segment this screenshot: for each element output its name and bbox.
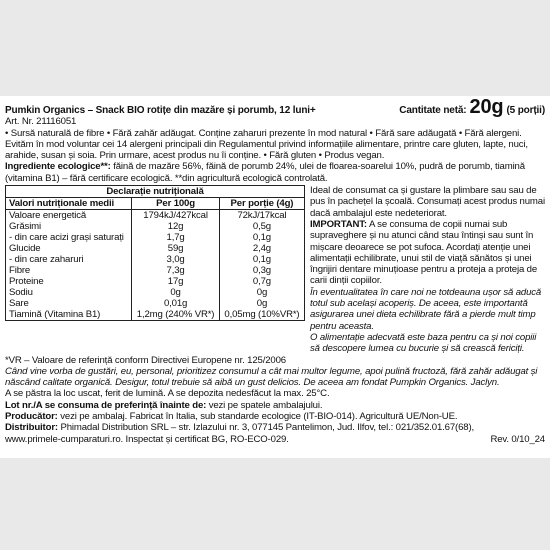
vr-note: *VR – Valoare de referință conform Directivei Europene nr. 125/2006	[5, 354, 286, 366]
per-100g-value: 1,2mg (240% VR*)	[132, 309, 220, 321]
italic-text-1: În eventualitatea în care noi ne totdeauna ușor să aducă totul sub același acoperiș. De aceea, este importantă asigurarea unei dieta echilibrate fără a pierde mult timp pentru aceasta.	[310, 286, 542, 332]
nutrition-rows	[6, 210, 305, 321]
website-text: www.primele-cumparaturi.ro. Inspectat și certificat BG, RO-ECO-029.	[5, 433, 289, 445]
nutrient-name: Sare	[6, 298, 132, 309]
producer-label: Producător:	[5, 411, 58, 423]
claims-line-1: • Sursă naturală de fibre • Fără zahăr adăugat. Conține zaharuri prezente în mod natural • Fără sare adăugată • Fără alergeni.	[5, 127, 522, 139]
net-quantity-value: 20g	[469, 96, 504, 118]
producer-line	[5, 411, 545, 422]
col-name-header: Valori nutriționale medii	[6, 198, 132, 210]
per-100g-value: 0,01g	[132, 298, 220, 309]
nutrient-name: Valoare energetică	[6, 210, 132, 222]
per-portion-value: 0,7g	[219, 276, 304, 287]
nutrition-row	[6, 276, 305, 287]
usage-text: Ideal de consumat ca și gustare la plimbare sau sau de pus în pachețel la școală. Consumați acest produs numai dacă ambalajul este nedeteriorat.	[310, 185, 545, 219]
nutrition-header-row	[6, 198, 305, 210]
nutrient-name: Proteine	[6, 276, 132, 287]
ingredients-text-2: (vitamina B1) – fără certificare ecologică. **din agricultură ecologică controlată.	[5, 172, 328, 184]
per-portion-value: 72kJ/17kcal	[219, 210, 304, 222]
ingredients-label: Ingrediente ecologice**:	[5, 161, 111, 173]
lot-text: vezi pe spatele ambalajului.	[206, 399, 323, 411]
nutrition-table	[5, 185, 305, 321]
per-100g-value: 17g	[132, 276, 220, 287]
important-label: IMPORTANT:	[310, 218, 367, 230]
per-portion-value: 0,5g	[219, 221, 304, 232]
side-text	[305, 185, 545, 354]
nutrition-row	[6, 298, 305, 309]
nutrient-name: - din care acizi grași saturați	[6, 232, 132, 243]
per-100g-value: 0g	[132, 287, 220, 298]
per-portion-value: 2,4g	[219, 243, 304, 254]
middle-section	[5, 185, 545, 354]
nutrient-name: Grăsimi	[6, 221, 132, 232]
nutrient-name: Fibre	[6, 265, 132, 276]
revision-text: Rev. 0/10_24	[490, 433, 545, 445]
nutrition-row	[6, 232, 305, 243]
per-portion-value: 0,1g	[219, 232, 304, 243]
net-quantity-label: Cantitate netă:	[399, 105, 467, 116]
per-portion-value: 0,1g	[219, 254, 304, 265]
per-portion-value: 0,3g	[219, 265, 304, 276]
nutrition-row	[6, 243, 305, 254]
nutrition-row	[6, 210, 305, 222]
per-100g-value: 59g	[132, 243, 220, 254]
article-number: Art. Nr. 21116051	[5, 116, 77, 128]
per-portion-value: 0g	[219, 287, 304, 298]
portions: (5 porții)	[506, 105, 545, 116]
title-row	[5, 98, 545, 116]
ingredients-text-1: făină de mazăre 56%, făină de porumb 24%, ulei de floarea-soarelui 10%, pudră de porumb, tiamină	[110, 161, 525, 173]
nutrition-table-column	[5, 185, 305, 354]
italic-text-2: O alimentație adecvată este baza pentru ca și noi copiii să descopere lumea cu bucurie și să crească fericiți.	[310, 331, 537, 355]
product-label	[0, 96, 550, 458]
website-row	[5, 434, 545, 445]
nutrient-name: Tiamină (Vitamina B1)	[6, 309, 132, 321]
important-body: A se consuma de copii numai sub supraveghere și nu atunci când stau întinși sau sunt în mișcare deoarece se pot sufoca. Acordați atenție unei alimentații echilibrate, unui stil de viață sănătos și unei îngrijiri dentare minuțioase pentru a proteja a proteja de carii dinții copiilor.	[310, 218, 538, 287]
col-100g-header: Per 100g	[132, 198, 220, 210]
per-100g-value: 3,0g	[132, 254, 220, 265]
nutrition-row	[6, 221, 305, 232]
ingredients	[5, 161, 545, 172]
lot-line	[5, 400, 545, 411]
nutrient-name: Sodiu	[6, 287, 132, 298]
per-portion-value: 0g	[219, 298, 304, 309]
nutrient-name: Glucide	[6, 243, 132, 254]
net-quantity	[399, 98, 545, 116]
per-100g-value: 7,3g	[132, 265, 220, 276]
nutrition-heading: Declarație nutrițională	[6, 186, 305, 198]
distributor-line	[5, 422, 545, 433]
important-text	[310, 219, 545, 287]
distributor-label: Distribuitor:	[5, 422, 58, 434]
col-portion-header: Per porție (4g)	[219, 198, 304, 210]
nutrition-row	[6, 309, 305, 321]
nutrition-row	[6, 265, 305, 276]
quote-line-2: născând calitate organică. Desigur, totul trebuie să aibă un gust delicios. De aceea am fondat Pumpkin Organics. Jaclyn.	[5, 377, 500, 389]
quote-line-1: Când vine vorba de gustări, eu, personal, prioritizez consumul a cât mai multor legume, apoi pulină fructoză, fără zahăr adăugat și	[5, 365, 538, 377]
per-100g-value: 1794kJ/427kcal	[132, 210, 220, 222]
nutrition-row	[6, 287, 305, 298]
storage-text: A se păstra la loc uscat, ferit de lumină. A se depozita nedesfăcut la max. 25°C.	[5, 388, 330, 400]
distributor-text: Phimadal Distribution SRL – str. Izlazului nr. 3, 077145 Pantelimon, Jud. Ilfov, tel.: 021/352.01.67(68),	[57, 422, 475, 434]
per-100g-value: 1,7g	[132, 232, 220, 243]
per-portion-value: 0,05mg (10%VR*)	[219, 309, 304, 321]
claims-line-3: arahide, susan și soia. Prin urmare, acest produs nu îi conține. • Fără gluten • Produs vegan.	[5, 150, 385, 162]
producer-text: vezi pe ambalaj. Fabricat în Italia, sub standarde ecologice (IT-BIO-014). Agricultură UE/Non-UE.	[57, 411, 458, 423]
lot-label: Lot nr./A se consuma de preferință înainte de:	[5, 399, 207, 411]
nutrient-name: - din care zaharuri	[6, 254, 132, 265]
product-title: Pumkin Organics – Snack BIO rotițe din mazăre și porumb, 12 luni+	[5, 105, 316, 116]
claims-line-2: Evităm în mod voluntar cei 14 alergeni principali din Regulamentul privind informațiile alimentare, printre care gluten, lapte, nuci,	[5, 138, 528, 150]
nutrition-row	[6, 254, 305, 265]
per-100g-value: 12g	[132, 221, 220, 232]
